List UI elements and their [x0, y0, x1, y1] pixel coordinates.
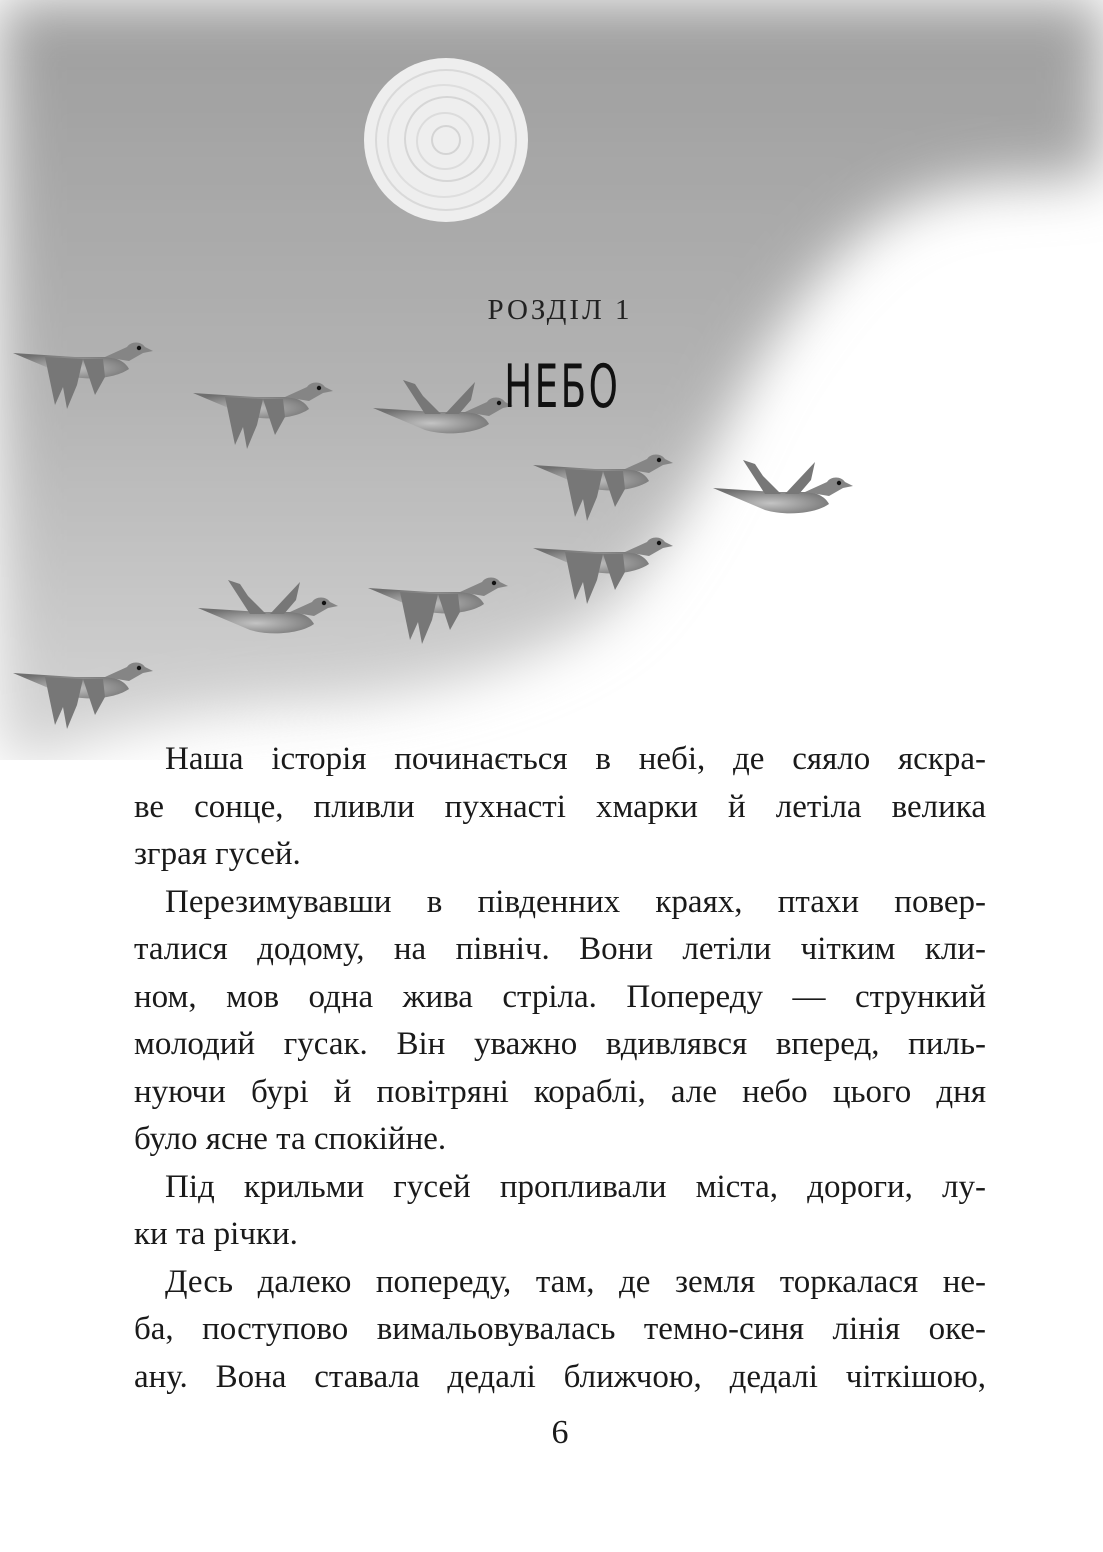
- chapter-label: РОЗДІЛ 1: [487, 294, 633, 326]
- paragraph-1: [134, 736, 986, 879]
- text-line: ба, поступово вимальовувалась темно-синя лінія оке-: [134, 1311, 986, 1347]
- paragraph-4: [134, 1259, 986, 1402]
- paragraph-2: [134, 879, 986, 1164]
- text-line: Наша історія починається в небі, де сяяло яскра-: [165, 741, 986, 777]
- text-line: Десь далеко попереду, там, де земля торкалася не-: [165, 1263, 986, 1300]
- text-line: ном, мов одна жива стріла. Попереду — стрункий: [134, 978, 986, 1015]
- text-line: молодий гусак. Він уважно вдивлявся вперед, пиль-: [134, 1026, 986, 1062]
- text-line: було ясне та спокійне.: [134, 1121, 447, 1157]
- paragraph-3: [134, 1164, 986, 1259]
- body-text: [134, 736, 986, 1401]
- text-line: ки та річки.: [134, 1216, 298, 1252]
- chapter-title: НЕБО: [504, 352, 621, 422]
- text-line: Під крильми гусей пропливали міста, дороги, лу-: [165, 1168, 986, 1205]
- goose-icon: [713, 460, 853, 513]
- text-line: талися додому, на північ. Вони летіли чітким кли-: [134, 931, 986, 967]
- text-line: зграя гусей.: [134, 836, 301, 872]
- moon: [364, 58, 528, 222]
- text-line: ану. Вона ставала дедалі ближчою, дедалі чіткішою,: [134, 1358, 986, 1395]
- text-line: ве сонце, пливли пухнасті хмарки й летіла велика: [134, 788, 986, 825]
- page-number: 6: [551, 1414, 569, 1451]
- text-line: нуючи бурі й повітряні кораблі, але небо цього дня: [134, 1073, 986, 1110]
- text-line: Перезимувавши в південних краях, птахи повер-: [165, 883, 986, 920]
